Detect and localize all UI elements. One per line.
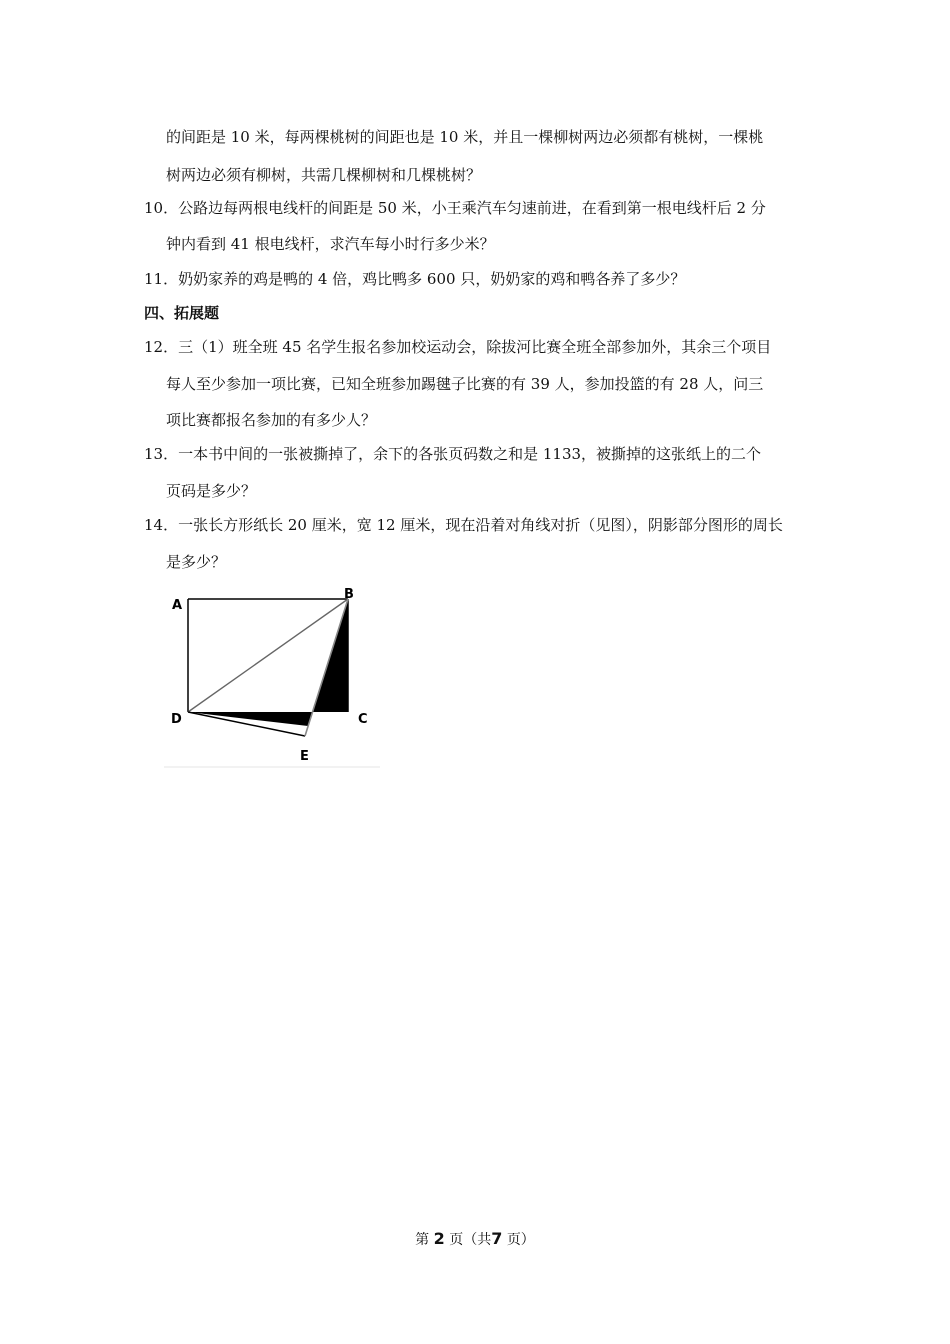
problem-14: 14．一张长方形纸长 20 厘米，宽 12 厘米，现在沿着对角线对折（见图），阴影部分图形的周长 [144,516,783,534]
text-line: 项比赛都报名参加的有多少人？ [166,411,377,429]
problem-12: 12．三（1）班全班 45 名学生报名参加校运动会，除拔河比赛全班全部参加外，其余三个项目 [144,338,772,356]
problem-10: 10．公路边每两根电线杆的间距是 50 米，小王乘汽车匀速前进，在看到第一根电线杆后 2 分 [144,199,766,217]
label-a: A [172,598,183,613]
label-e: E [300,749,309,764]
fold-diagram [164,586,382,770]
text-line: 页码是多少？ [166,482,257,500]
label-c: C [358,712,368,727]
footer-total-pages: 7 [491,1229,503,1248]
section-heading: 四、拓展题 [144,304,220,322]
footer-middle: 页（共 [449,1232,492,1248]
problem-11: 11．奶奶家养的鸡是鸭的 4 倍，鸡比鸭多 600 只，奶奶家的鸡和鸭各养了多少？ [144,270,686,288]
text-line: 是多少？ [166,553,227,571]
page-footer [0,1229,950,1250]
footer-page-number: 2 [433,1229,445,1248]
text-line: 每人至少参加一项比赛，已知全班参加踢毽子比赛的有 39 人，参加投篮的有 28 人，问三 [166,375,764,393]
text-line: 树两边必须有柳树，共需几棵柳树和几棵桃树？ [166,166,482,184]
problem-13: 13．一本书中间的一张被撕掉了，余下的各张页码数之和是 1133，被撕掉的这张纸上的二个 [144,445,762,463]
figure-background [164,586,382,770]
fold-diagram-svg [164,586,382,770]
label-b: B [344,587,354,602]
footer-suffix: 页） [506,1232,535,1248]
text-line: 的间距是 10 米，每两棵桃树的间距也是 10 米，并且一棵柳树两边必须都有桃树，一棵桃 [166,128,764,146]
text-line: 钟内看到 41 根电线杆，求汽车每小时行多少米？ [166,235,495,253]
footer-prefix: 第 [415,1232,430,1248]
label-d: D [171,712,182,727]
